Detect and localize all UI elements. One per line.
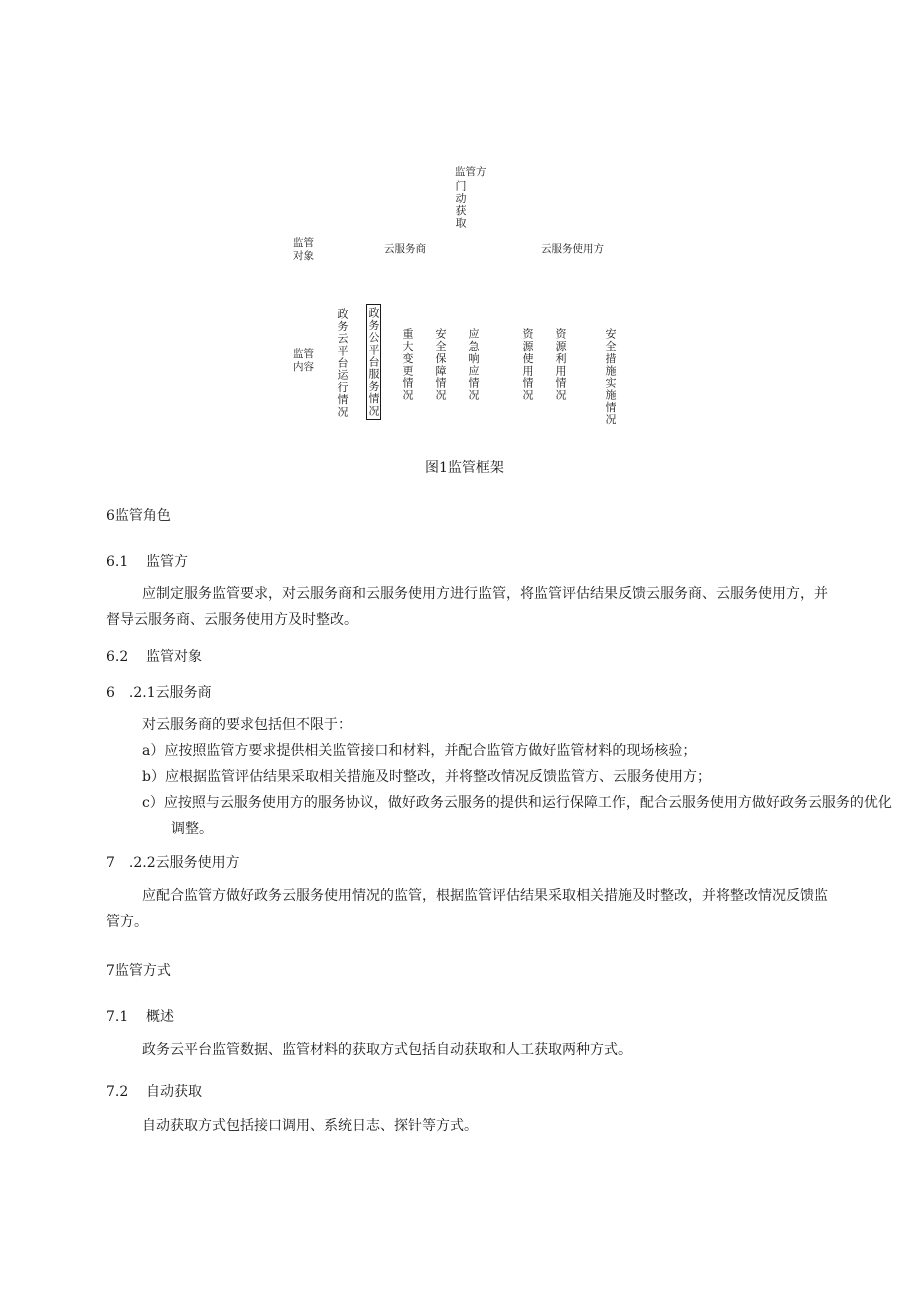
section-7-1-heading: 7.1 概述: [106, 1009, 174, 1025]
section-6-2-1-intro: 对云服务商的要求包括但不限于：: [142, 717, 352, 733]
diagram-top-vertical-label: 门动获取: [454, 180, 467, 229]
diagram-object-label: 监管 对象: [293, 237, 314, 262]
content-item-emergency-response: 应急响应情况: [467, 328, 480, 402]
list-item-b: b）应根据监管评估结果采取相关措施及时整改，并将整改情况反馈监管方、云服务使用方；: [142, 769, 711, 785]
diagram-top-label: 监管方: [455, 166, 487, 178]
list-item-a: a）应按照监管方要求提供相关监管接口和材料，并配合监管方做好监管材料的现场核验；: [142, 743, 697, 759]
section-6-1-paragraph: 应制定服务监管要求，对云服务商和云服务使用方进行监管，将监管评估结果反馈云服务商、云服务使用方，并督导云服务商、云服务使用方及时整改。: [106, 586, 828, 628]
content-item-major-change: 重大变更情况: [401, 328, 414, 402]
section-6-2-2-heading: 7 .2.2云服务使用方: [106, 855, 240, 871]
diagram-user-node: 云服务使用方: [541, 243, 604, 255]
figure-caption: 图1监管框架: [425, 460, 504, 476]
content-item-resource-usage: 资源使用情况: [521, 328, 534, 402]
section-6-heading: 6监管角色: [106, 508, 171, 524]
section-7-1-paragraph: 政务云平台监管数据、监管材料的获取方式包括自动获取和人工获取两种方式。: [142, 1042, 632, 1058]
section-7-heading: 7监管方式: [106, 963, 171, 979]
content-item-platform-operation: 政务云平台运行情况: [336, 308, 349, 418]
content-item-security-measures: 安全措施实施情况: [604, 328, 617, 426]
section-6-2-heading: 6.2 监管对象: [106, 649, 202, 665]
section-7-2-heading: 7.2 自动获取: [106, 1084, 202, 1100]
diagram-content-label: 监管 内容: [293, 348, 314, 373]
section-6-1-heading: 6.1 监管方: [106, 554, 188, 570]
section-6-2-1-heading: 6 .2.1云服务商: [106, 685, 212, 701]
content-item-security-assurance: 安全保障情况: [434, 328, 447, 402]
diagram-provider-node: 云服务商: [384, 243, 426, 255]
content-item-resource-utilization: 资源利用情况: [554, 328, 567, 402]
content-item-platform-service: 政务公平台服务情况: [366, 304, 381, 420]
section-6-2-2-paragraph: 应配合监管方做好政务云服务使用情况的监管，根据监管评估结果采取相关措施及时整改，并将整改情况反馈监管方。: [106, 888, 828, 930]
section-7-2-paragraph: 自动获取方式包括接口调用、系统日志、探针等方式。: [142, 1118, 478, 1134]
list-item-c: c）应按照与云服务使用方的服务协议，做好政务云服务的提供和运行保障工作，配合云服务使用方做好政务云服务的优化调整。: [142, 795, 892, 837]
